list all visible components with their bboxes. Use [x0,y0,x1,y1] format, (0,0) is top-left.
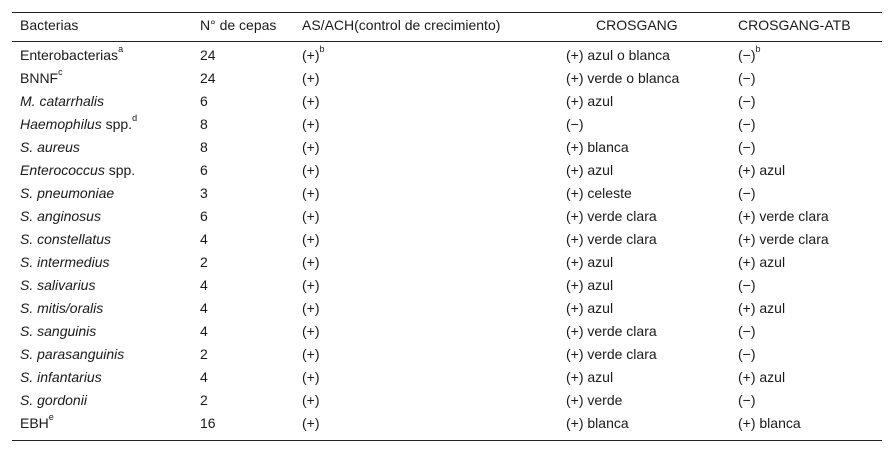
cell-growth-control [302,136,320,159]
table-row [0,297,895,320]
cell-count [200,44,216,67]
table-header-rule [12,41,882,42]
cell-crosgang-atb [738,297,785,320]
cell-crosgang-text: (+) verde clara [566,323,657,339]
cell-crosgang [566,90,613,113]
cell-crosgang [566,274,613,297]
cell-crosgang-atb [738,113,756,136]
cell-growth-control-text: (+) [302,369,320,385]
cell-crosgang-atb [738,389,756,412]
cell-count [200,136,208,159]
cell-count [200,412,216,435]
cell-count [200,182,208,205]
cell-crosgang-atb-text: (+) azul [738,300,786,316]
cell-crosgang-text: (+) celeste [566,185,632,201]
cell-count-text: 16 [200,415,216,431]
table-row [0,366,895,389]
cell-crosgang-text: (+) azul [566,254,614,270]
cell-count-text: 6 [200,93,208,109]
cell-crosgang-text: (+) azul [566,369,614,385]
cell-growth-control-text: (+) [302,116,320,132]
header-crosgang-atb: CROSGANG-ATB [738,17,851,33]
cell-bacteria [20,205,101,228]
footnote-marker: e [48,412,54,423]
cell-count-text: 2 [200,254,208,270]
cell-crosgang-atb [738,251,785,274]
cell-growth-control-text: (+) [302,392,320,408]
cell-bacteria [20,67,63,90]
cell-growth-control-text: (+) [302,162,320,178]
bacteria-suffix: spp. [101,116,133,132]
cell-crosgang-atb-text: (−) [738,185,756,201]
cell-crosgang-atb [738,182,756,205]
cell-crosgang-atb [738,228,829,251]
cell-count [200,389,208,412]
cell-crosgang-text: (+) verde clara [566,346,657,362]
cell-growth-control [302,159,320,182]
cell-crosgang-atb [738,343,756,366]
cell-growth-control [302,44,325,67]
table-row [0,274,895,297]
cell-growth-control-text: (+) [302,277,320,293]
cell-growth-control-text: (+) [302,231,320,247]
cell-crosgang [566,412,629,435]
cell-bacteria [20,297,103,320]
cell-count [200,366,208,389]
cell-crosgang-atb-text: (−) [738,116,756,132]
cell-crosgang [566,113,584,136]
table-row [0,320,895,343]
cell-bacteria [20,366,102,389]
table-row [0,159,895,182]
cell-count [200,67,216,90]
cell-growth-control-text: (+) [302,346,320,362]
bacteria-name: S. infantarius [20,369,102,385]
cell-crosgang-text: (+) verde [566,392,623,408]
cell-crosgang-atb [738,412,801,435]
bacteria-name: M. catarrhalis [20,93,105,109]
cell-count [200,228,208,251]
cell-crosgang-text: (+) azul [566,93,614,109]
bacteria-name: S. parasanguinis [20,346,125,362]
cell-bacteria [20,412,54,435]
cell-count-text: 6 [200,208,208,224]
cell-growth-control [302,113,320,136]
cell-crosgang-atb [738,320,756,343]
cell-count [200,274,208,297]
cell-count [200,320,208,343]
cell-crosgang [566,389,622,412]
cell-count [200,251,208,274]
cell-count-text: 24 [200,70,216,86]
bacteria-suffix: spp. [104,162,136,178]
cell-bacteria [20,182,114,205]
cell-bacteria [20,228,111,251]
cell-crosgang-atb-text: (−) [738,139,756,155]
cell-growth-control [302,343,320,366]
cell-crosgang-text: (+) azul [566,162,614,178]
cell-crosgang-atb [738,205,829,228]
cell-growth-control [302,366,320,389]
cell-count-text: 2 [200,346,208,362]
cell-count-text: 4 [200,369,208,385]
bacteria-name: S. sanguinis [20,323,97,339]
cell-bacteria [20,136,80,159]
cell-count [200,297,208,320]
cell-growth-control [302,251,320,274]
footnote-marker: b [755,44,761,55]
table-row [0,67,895,90]
cell-count-text: 8 [200,139,208,155]
cell-crosgang [566,228,657,251]
cell-growth-control [302,297,320,320]
footnote-marker: a [118,44,124,55]
cell-growth-control [302,389,320,412]
cell-crosgang [566,67,679,90]
footnote-marker: c [58,67,63,78]
cell-crosgang-atb-text: (+) verde clara [738,231,829,247]
bacteria-name: BNNF [20,70,59,86]
table-row [0,182,895,205]
cell-growth-control [302,205,320,228]
footnote-marker: b [319,44,325,55]
bacteria-name: Enterococcus [20,162,105,178]
table-row [0,251,895,274]
cell-crosgang-text: (+) blanca [566,139,629,155]
cell-crosgang-text: (+) blanca [566,415,629,431]
cell-crosgang [566,297,613,320]
cell-crosgang-text: (+) verde o blanca [566,70,680,86]
cell-crosgang-atb-text: (−) [738,277,756,293]
cell-crosgang-atb-text: (−) [738,93,756,109]
cell-crosgang-atb [738,274,756,297]
cell-growth-control-text: (+) [302,47,320,63]
cell-growth-control-text: (+) [302,93,320,109]
cell-crosgang-atb [738,159,785,182]
cell-crosgang [566,343,657,366]
cell-bacteria [20,90,104,113]
header-growth-control: AS/ACH(control de crecimiento) [302,17,501,33]
cell-crosgang [566,159,613,182]
cell-crosgang-atb [738,90,756,113]
cell-bacteria [20,159,135,182]
cell-crosgang-atb-text: (+) azul [738,254,786,270]
cell-crosgang [566,320,657,343]
cell-crosgang [566,251,613,274]
cell-bacteria [20,44,123,67]
cell-count [200,343,208,366]
cell-crosgang-atb-text: (+) verde clara [738,208,829,224]
cell-count-text: 24 [200,47,216,63]
bacteria-name: Enterobacterias [20,47,119,63]
cell-growth-control [302,90,320,113]
cell-count-text: 3 [200,185,208,201]
cell-crosgang-text: (+) azul [566,277,614,293]
cell-growth-control-text: (+) [302,70,320,86]
cell-growth-control [302,228,320,251]
table-row [0,389,895,412]
cell-crosgang-atb [738,366,785,389]
footnote-marker: d [132,113,138,124]
table-header-row [0,14,895,37]
cell-crosgang [566,205,657,228]
cell-growth-control [302,274,320,297]
cell-count [200,113,208,136]
cell-count [200,159,208,182]
cell-crosgang-atb-text: (−) [738,346,756,362]
cell-crosgang-atb-text: (−) [738,323,756,339]
cell-bacteria [20,274,95,297]
cell-growth-control-text: (+) [302,323,320,339]
table-row [0,113,895,136]
table-row [0,90,895,113]
cell-crosgang-atb-text: (−) [738,47,756,63]
bacteria-name: S. constellatus [20,231,112,247]
bacteria-name: S. anginosus [20,208,101,224]
cell-crosgang-text: (+) azul [566,300,614,316]
cell-bacteria [20,343,124,366]
bacteria-name: Haemophilus [20,116,102,132]
cell-crosgang-atb [738,44,761,67]
cell-crosgang-atb [738,136,756,159]
cell-growth-control-text: (+) [302,139,320,155]
cell-growth-control [302,182,320,205]
cell-bacteria [20,251,109,274]
cell-count-text: 4 [200,300,208,316]
cell-crosgang-atb-text: (+) azul [738,162,786,178]
table-row [0,228,895,251]
header-n-cepas: N° de cepas [200,17,277,33]
cell-growth-control [302,320,320,343]
cell-crosgang-text: (+) azul o blanca [566,47,670,63]
bacteria-name: EBH [20,415,49,431]
cell-crosgang-atb-text: (−) [738,392,756,408]
cell-crosgang-atb [738,67,756,90]
cell-crosgang-atb-text: (+) azul [738,369,786,385]
table-bottom-rule [12,440,882,441]
cell-count [200,205,208,228]
cell-count-text: 8 [200,116,208,132]
cell-count-text: 4 [200,277,208,293]
cell-growth-control-text: (+) [302,415,320,431]
bacteria-name: S. salivarius [20,277,96,293]
bacteria-name: S. mitis/oralis [20,300,104,316]
cell-bacteria [20,389,87,412]
table-row [0,205,895,228]
table-top-rule [12,12,882,13]
cell-crosgang-atb-text: (−) [738,70,756,86]
cell-bacteria [20,113,137,136]
cell-count-text: 2 [200,392,208,408]
bacteria-name: S. gordonii [20,392,87,408]
bacteria-name: S. aureus [20,139,80,155]
header-crosgang: CROSGANG [596,17,678,33]
cell-crosgang-text: (−) [566,116,584,132]
cell-crosgang [566,366,613,389]
cell-count-text: 4 [200,323,208,339]
table-row [0,343,895,366]
cell-count [200,90,208,113]
cell-growth-control-text: (+) [302,208,320,224]
cell-count-text: 4 [200,231,208,247]
cell-crosgang [566,136,629,159]
table-row [0,136,895,159]
table-row [0,412,895,435]
cell-growth-control [302,412,320,435]
header-bacterias: Bacterias [20,17,79,33]
cell-growth-control [302,67,320,90]
cell-crosgang [566,44,670,67]
cell-growth-control-text: (+) [302,300,320,316]
cell-count-text: 6 [200,162,208,178]
cell-crosgang [566,182,632,205]
bacteria-name: S. pneumoniae [20,185,115,201]
cell-crosgang-text: (+) verde clara [566,208,657,224]
table-row [0,44,895,67]
cell-crosgang-atb-text: (+) blanca [738,415,801,431]
cell-growth-control-text: (+) [302,254,320,270]
cell-growth-control-text: (+) [302,185,320,201]
cell-bacteria [20,320,96,343]
cell-crosgang-text: (+) verde clara [566,231,657,247]
bacteria-name: S. intermedius [20,254,110,270]
